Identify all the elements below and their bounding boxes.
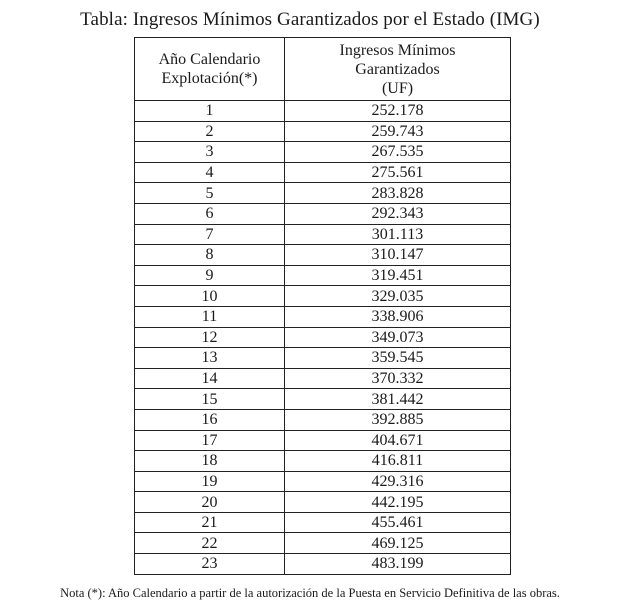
income-cell: 329.035 [285,286,511,307]
year-cell: 21 [135,512,285,533]
table-row [135,286,511,307]
table-row [135,512,511,533]
year-cell: 10 [135,286,285,307]
year-cell: 7 [135,224,285,245]
income-cell: 404.671 [285,430,511,451]
income-cell: 292.343 [285,203,511,224]
table-row [135,142,511,163]
income-cell: 252.178 [285,101,511,122]
header-income-line2: Garantizados [355,60,440,78]
table-row [135,451,511,472]
income-cell: 338.906 [285,306,511,327]
table-row [135,224,511,245]
table-row [135,348,511,369]
income-cell: 301.113 [285,224,511,245]
year-cell: 18 [135,451,285,472]
header-year-line2: Explotación(*) [161,70,258,87]
income-cell: 381.442 [285,389,511,410]
income-cell: 359.545 [285,348,511,369]
table-row [135,430,511,451]
income-cell: 442.195 [285,492,511,513]
year-cell: 4 [135,162,285,183]
table-row [135,162,511,183]
year-cell: 1 [135,101,285,122]
year-cell: 20 [135,492,285,513]
table-row [135,554,511,575]
year-cell: 23 [135,554,285,575]
table-row [135,471,511,492]
income-cell: 319.451 [285,265,511,286]
img-table [134,37,511,575]
footnote: Nota (*): Año Calendario a partir de la autorización de la Puesta en Servicio Definitiva de las obras. [60,586,560,600]
income-cell: 310.147 [285,245,511,266]
header-income-line1: Ingresos Mínimos [339,41,456,59]
year-cell: 9 [135,265,285,286]
table-row [135,492,511,513]
table-title: Tabla: Ingresos Mínimos Garantizados por el Estado (IMG) [80,9,540,30]
table-row [135,101,511,122]
year-cell: 8 [135,245,285,266]
income-cell: 455.461 [285,512,511,533]
year-cell: 2 [135,121,285,142]
table-row [135,203,511,224]
year-cell: 19 [135,471,285,492]
year-cell: 14 [135,368,285,389]
year-cell: 5 [135,183,285,204]
income-cell: 275.561 [285,162,511,183]
header-year-line1: Año Calendario [158,51,261,68]
income-cell: 483.199 [285,554,511,575]
table-row [135,245,511,266]
year-cell: 3 [135,142,285,163]
table-row [135,327,511,348]
table-row [135,533,511,554]
year-cell: 12 [135,327,285,348]
table-row [135,265,511,286]
income-cell: 283.828 [285,183,511,204]
header-income [285,38,511,101]
header-row [135,38,511,101]
table-row [135,306,511,327]
income-cell: 370.332 [285,368,511,389]
income-cell: 267.535 [285,142,511,163]
header-year [135,38,285,101]
year-cell: 6 [135,203,285,224]
table-row [135,389,511,410]
year-cell: 22 [135,533,285,554]
year-cell: 13 [135,348,285,369]
year-cell: 17 [135,430,285,451]
income-cell: 429.316 [285,471,511,492]
table-body [135,101,511,575]
table-row [135,368,511,389]
table-row [135,409,511,430]
year-cell: 15 [135,389,285,410]
table-row [135,183,511,204]
income-cell: 416.811 [285,451,511,472]
income-cell: 349.073 [285,327,511,348]
header-income-line3: (UF) [381,79,414,97]
income-cell: 392.885 [285,409,511,430]
income-cell: 259.743 [285,121,511,142]
income-cell: 469.125 [285,533,511,554]
year-cell: 11 [135,306,285,327]
year-cell: 16 [135,409,285,430]
table-row [135,121,511,142]
